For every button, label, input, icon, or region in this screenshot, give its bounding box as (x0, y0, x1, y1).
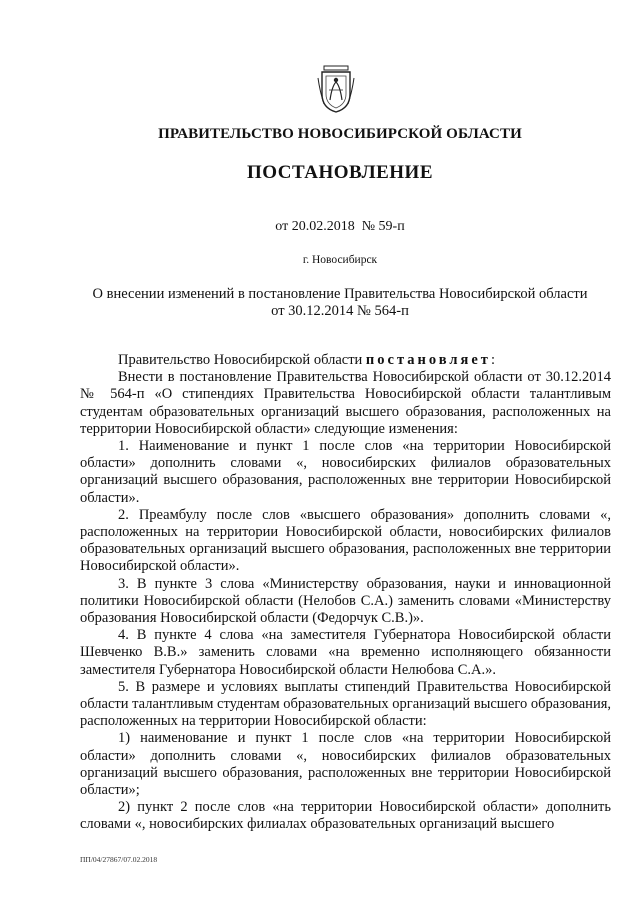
document-title: ПОСТАНОВЛЕНИЕ (246, 162, 434, 183)
intro-paragraph (80, 352, 611, 369)
body-paragraph: 1) наименование и пункт 1 после слов «на территории Новосибирской области» дополнить словами «, новосибирских филиалов образовательных организаций высшего образования, расположенных вне территории Новосибирской области»; (80, 730, 611, 799)
intro-lead: Правительство Новосибирской области (118, 352, 366, 368)
body-paragraph: 2. Преамбулу после слов «высшего образования» дополнить словами «, расположенных на территории Новосибирской области, новосибирских филиалов образовательных организаций высшего образования, расположенных вне территории Новосибирской области». (80, 506, 611, 575)
body-paragraph: Внести в постановление Правительства Новосибирской области от 30.12.2014 № 564-п «О стипендиях Правительства Новосибирской области талантливым студентам образовательных организаций высшего образования, расположенных на территории Новосибирской области» следующие изменения: (80, 369, 611, 437)
footer-doc-code: ПП/04/27867/07.02.2018 (80, 855, 158, 864)
body-paragraph: 3. В пункте 3 слова «Министерству образования, науки и инновационной политики Новосибирской области (Нелобов С.А.) заменить словами «Министерству образования Новосибирской области (Федорчук С.В.)». (80, 575, 611, 627)
document-body (80, 352, 611, 834)
body-paragraph: 4. В пункте 4 слова «на заместителя Губернатора Новосибирской области Шевченко В.В.» заменить словами «на временно исполняющего обязанности заместителя Губернатора Новосибирской области Нелюбова С.А.». (80, 627, 611, 678)
government-name: ПРАВИТЕЛЬСТВО НОВОСИБИРСКОЙ ОБЛАСТИ (158, 126, 522, 142)
body-paragraph: 2) пункт 2 после слов «на территории Новосибирской области» дополнить словами «, новосибирских филиалах образовательных организаций высшего (80, 799, 611, 833)
subject-heading (60, 286, 620, 320)
intro-keyword: постановляет (365, 352, 491, 368)
intro-tail: : (490, 352, 495, 368)
city: г. Новосибирск (302, 254, 378, 266)
novosibirsk-coat-of-arms-icon (316, 64, 356, 114)
body-paragraph: 5. В размере и условиях выплаты стипендий Правительства Новосибирской области талантливым студентам образовательных организаций высшего образования, расположенных на территории Новосибирской области: (80, 678, 611, 730)
date-and-number: от 20.02.2018 № 59-п (275, 219, 405, 234)
subject-line-1: О внесении изменений в постановление Правительства Новосибирской области (92, 286, 588, 302)
body-paragraph: 1. Наименование и пункт 1 после слов «на территории Новосибирской области» дополнить словами «, новосибирских филиалов образовательных организаций высшего образования, расположенных вне территории Новосибирской области». (80, 438, 611, 506)
subject-line-2: от 30.12.2014 № 564-п (271, 303, 409, 319)
